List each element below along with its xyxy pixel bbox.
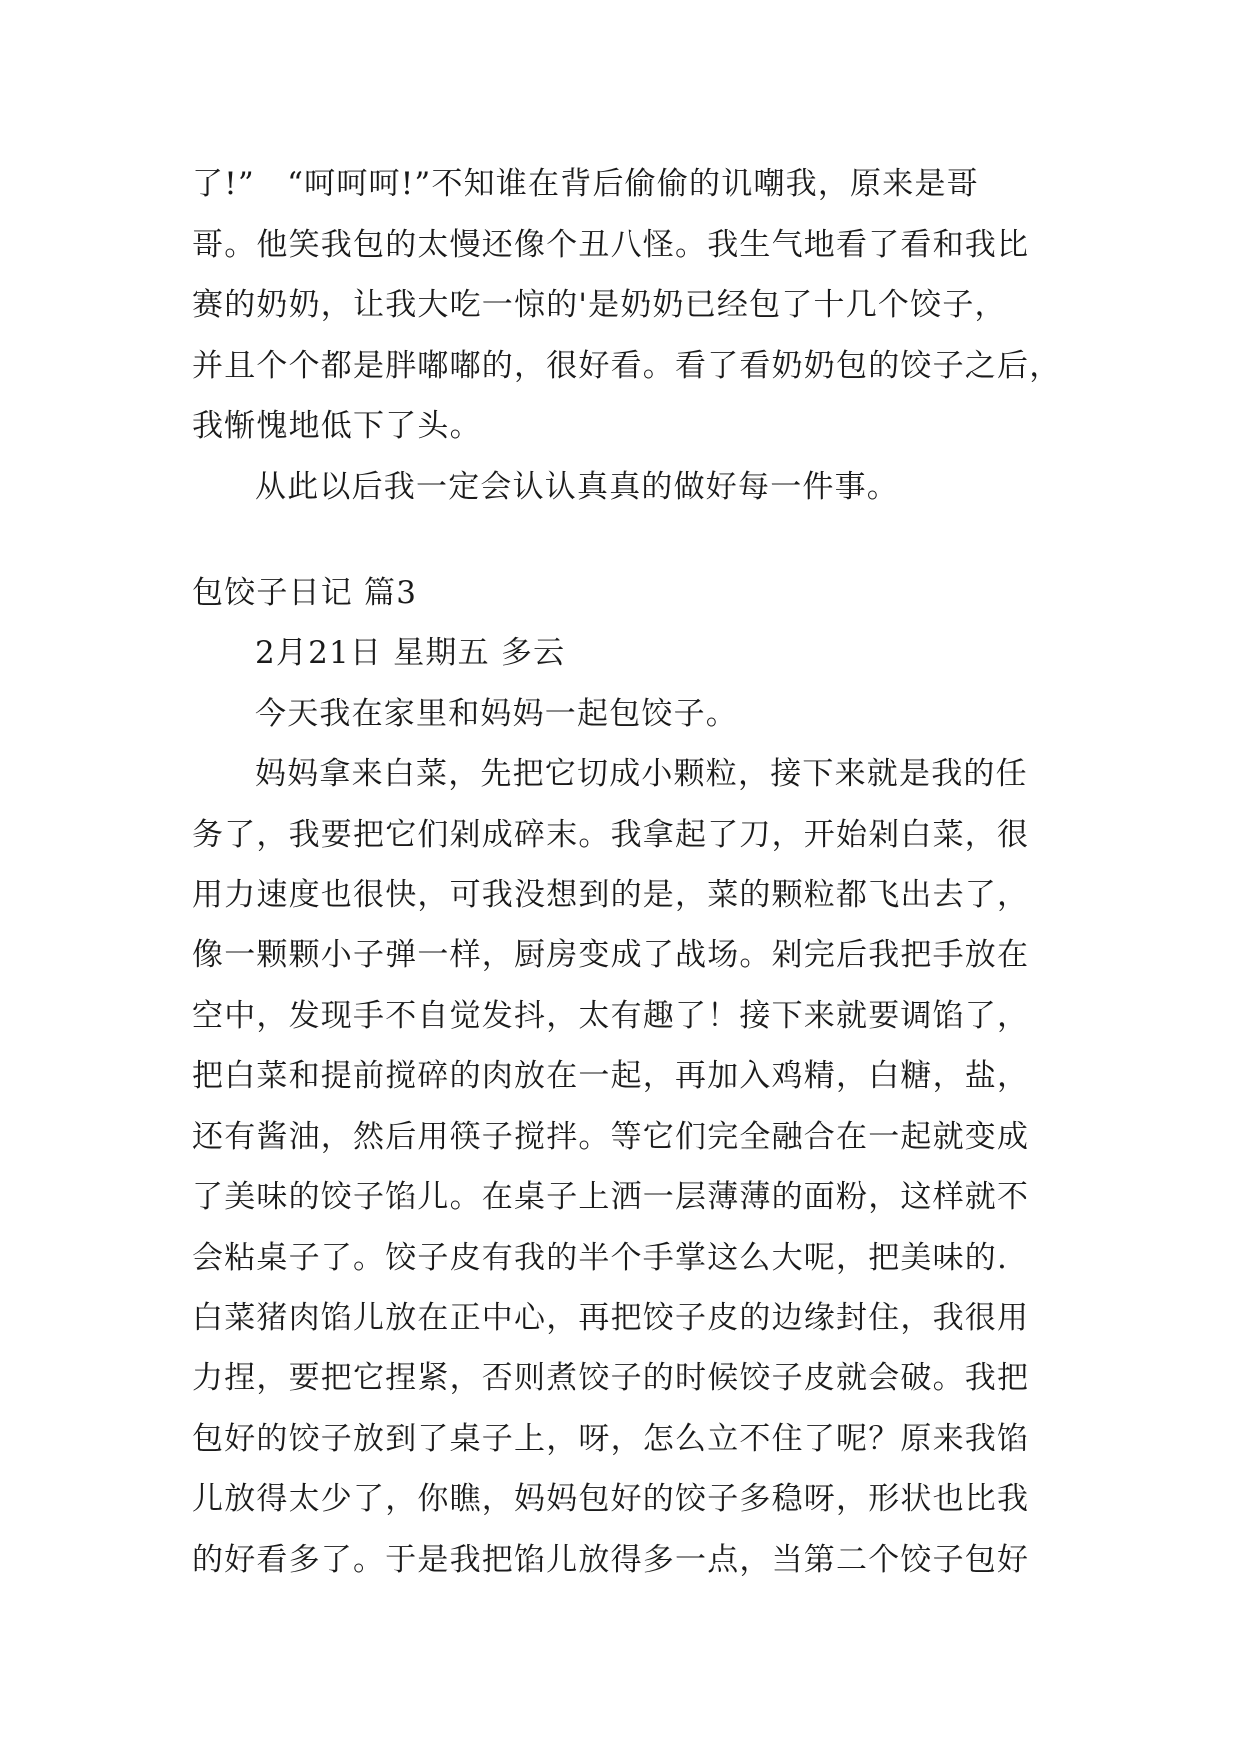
continuation-line: 了!” “呵呵呵!”不知谁在背后偷偷的讥嘲我，原来是哥	[192, 166, 979, 202]
closing-paragraph: 从此以后我一定会认认真真的做好每一件事。	[255, 469, 899, 505]
main-paragraph-line: 包好的饺子放到了桌子上，呀，怎么立不住了呢？原来我馅	[192, 1421, 1030, 1457]
main-paragraph-line: 用力速度也很快，可我没想到的是，菜的颗粒都飞出去了，	[192, 877, 1030, 913]
main-paragraph-line: 空中，发现手不自觉发抖，太有趣了！接下来就要调馅了，	[192, 998, 1030, 1034]
main-paragraph-line: 儿放得太少了，你瞧，妈妈包好的饺子多稳呀，形状也比我	[192, 1481, 1030, 1517]
continuation-line: 哥。他笑我包的太慢还像个丑八怪。我生气地看了看和我比	[192, 227, 1030, 263]
section-title: 包饺子日记 篇3	[192, 575, 418, 611]
main-paragraph-line: 会粘桌子了。饺子皮有我的半个手掌这么大呢，把美味的.	[192, 1240, 1009, 1276]
continuation-line: 赛的奶奶，让我大吃一惊的'是奶奶已经包了十几个饺子，	[192, 287, 1007, 323]
intro-paragraph: 今天我在家里和妈妈一起包饺子。	[255, 696, 738, 732]
main-paragraph-line: 还有酱油，然后用筷子搅拌。等它们完全融合在一起就变成	[192, 1119, 1030, 1155]
main-paragraph-line: 把白菜和提前搅碎的肉放在一起，再加入鸡精，白糖，盐，	[192, 1058, 1030, 1094]
main-paragraph-line: 务了，我要把它们剁成碎末。我拿起了刀，开始剁白菜，很	[192, 817, 1030, 853]
main-paragraph-line: 白菜猪肉馅儿放在正中心，再把饺子皮的边缘封住，我很用	[192, 1300, 1030, 1336]
main-paragraph-line: 像一颗颗小子弹一样，厨房变成了战场。剁完后我把手放在	[192, 937, 1030, 973]
main-paragraph-line: 的好看多了。于是我把馅儿放得多一点，当第二个饺子包好	[192, 1542, 1030, 1578]
continuation-line: 并且个个都是胖嘟嘟的，很好看。看了看奶奶包的饺子之后，	[192, 348, 1062, 384]
main-paragraph-line: 了美味的饺子馅儿。在桌子上洒一层薄薄的面粉，这样就不	[192, 1179, 1030, 1215]
main-paragraph-line: 力捏，要把它捏紧，否则煮饺子的时候饺子皮就会破。我把	[192, 1360, 1030, 1396]
date-line: 2月21日 星期五 多云	[255, 635, 566, 671]
continuation-line: 我惭愧地低下了头。	[192, 408, 482, 444]
main-paragraph-line: 妈妈拿来白菜，先把它切成小颗粒，接下来就是我的任	[255, 756, 1028, 792]
